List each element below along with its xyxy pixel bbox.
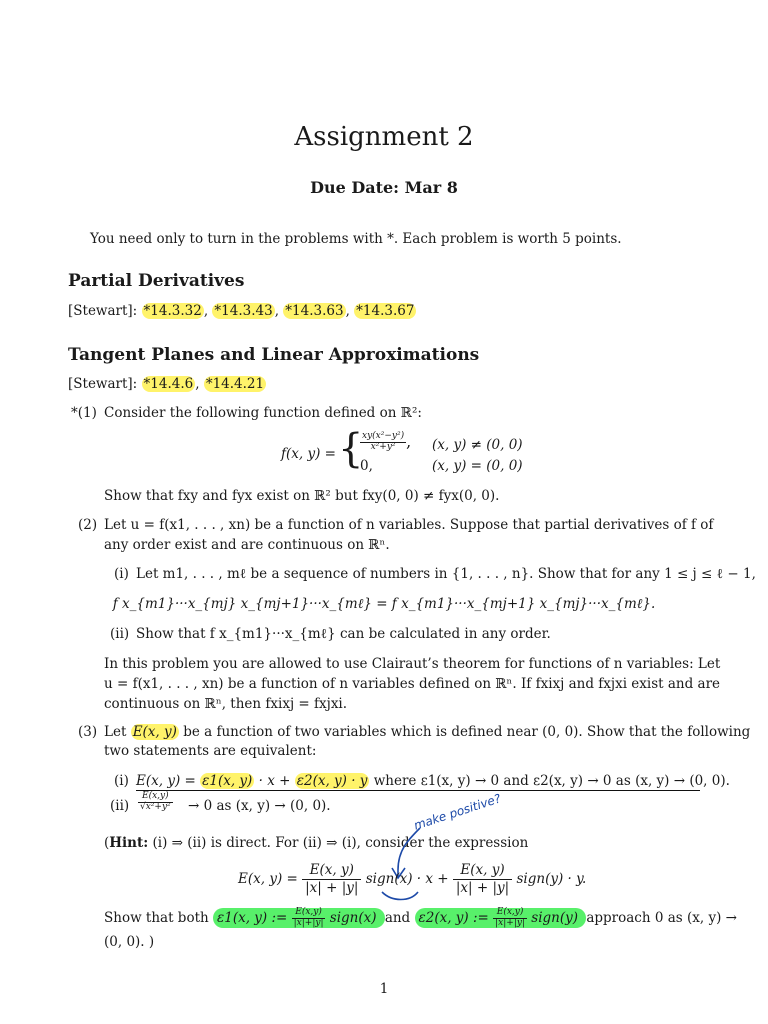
p3-part-ii-limit: → 0 as (x, y) → (0, 0).	[188, 798, 331, 814]
p3-conclusion: Show that both ε1(x, y) := $\frac{E(x,y)}{|x|+|y|}$ sign(x) and ε2(x, y) := $\frac{E(x,y)}{|x|+|y|}$ sign(y) approach 0 as (x, y) →	[104, 907, 737, 928]
section-partial-derivatives-title: Partial Derivatives	[68, 271, 245, 291]
p2-clairaut-line-2: u = f(x1, . . . , xn) be a function of n variables defined on ℝⁿ. If fxixj and fxjxi exist and are	[104, 676, 721, 692]
hint-equation: E(x, y) = $\frac{E(x, y)}{|x| + |y|}$ sign(x) · x + $\frac{E(x, y)}{|x| + |y|}$ sign(y) · y.	[238, 862, 587, 896]
p1-case-1-condition: (x, y) ≠ (0, 0)	[432, 437, 523, 453]
problem-3-label: (3)	[78, 724, 98, 740]
p3-line-1: Let E(x, y) be a function of two variables which is defined near (0, 0). Show that the following	[104, 724, 751, 740]
p2-part-i-equation: f x_{m1}···x_{mj} x_{mj+1}···x_{mℓ} = f x_{m1}···x_{mj+1} x_{mj}···x_{mℓ}.	[112, 596, 656, 612]
section-tangent-planes-title: Tangent Planes and Linear Approximations	[68, 345, 480, 365]
page-number: 1	[379, 981, 389, 997]
cases-brace: {	[338, 426, 364, 472]
problem-ref: *14.4.21	[205, 376, 265, 392]
p2-clairaut-line-3: continuous on ℝⁿ, then fxixj = fxjxi.	[104, 696, 348, 712]
problem-ref: *14.3.63	[285, 303, 344, 319]
assignment-title: Assignment 2	[294, 122, 474, 152]
p2-part-ii-text: Show that f x_{m1}···x_{mℓ} can be calculated in any order.	[136, 626, 551, 642]
reference-prefix: [Stewart]:	[68, 303, 138, 319]
handwritten-note: make positive?	[412, 791, 503, 833]
p3-part-i-statement: E(x, y) = ε1(x, y) · x + ε2(x, y) · y where ε1(x, y) → 0 and ε2(x, y) → 0 as (x, y) → (0, 0).	[136, 773, 730, 789]
p3-line-2: two statements are equivalent:	[104, 743, 317, 759]
problem-1-label: *(1)	[71, 405, 97, 421]
underline-rule	[136, 790, 700, 791]
problem-1-text: Consider the following function defined on ℝ²:	[104, 405, 422, 421]
highlight-epsilon2-def: ε2(x, y) := $\frac{E(x,y)}{|x|+|y|}$ sign(y)	[415, 908, 587, 928]
problem-ref: *14.3.67	[356, 303, 415, 319]
p3-part-i-label: (i)	[114, 773, 129, 789]
p2-line-1: Let u = f(x1, . . . , xn) be a function of n variables. Suppose that partial derivatives of f of	[104, 517, 714, 533]
p3-conclusion-end: (0, 0). )	[104, 934, 155, 950]
p1-case-2-value: 0,	[360, 458, 373, 474]
case1-denominator: x²+y²	[370, 442, 396, 452]
section2-reference: [Stewart]: *14.4.6 , *14.4.21	[68, 376, 265, 392]
p3-part-ii-label: (ii)	[110, 798, 130, 814]
problem-ref: *14.4.6	[143, 376, 194, 392]
intro-text: You need only to turn in the problems with *. Each problem is worth 5 points.	[90, 231, 622, 247]
problem-2-label: (2)	[78, 517, 98, 533]
section1-reference: [Stewart]: *14.3.32 , *14.3.43 , *14.3.63 , *14.3.67	[68, 303, 415, 319]
p2-part-i-text: Let m1, . . . , mℓ be a sequence of numbers in {1, . . . , n}. Show that for any 1 ≤ j ≤ ℓ − 1,	[136, 566, 756, 582]
p1-show-statement: Show that fxy and fyx exist on ℝ² but fxy(0, 0) ≠ fyx(0, 0).	[104, 488, 500, 504]
p1-function-lhs: f(x, y) =	[281, 446, 336, 462]
highlight-E: E(x, y)	[132, 724, 177, 740]
highlight-epsilon2: ε2(x, y) · y	[296, 773, 368, 789]
p1-case-1-fraction: $\frac{\text{xy(x²−y²)}}{\text{x²+y²}}$ ,	[362, 431, 412, 452]
problem-ref: *14.3.43	[214, 303, 273, 319]
p2-line-2: any order exist and are continuous on ℝⁿ.	[104, 537, 390, 553]
p3-part-ii-fraction: $\frac{E(x,y)}{\text{√x²+y²}}$	[140, 791, 171, 812]
p2-part-ii-label: (ii)	[110, 626, 130, 642]
p3-hint: (Hint: (i) ⇒ (ii) is direct. For (ii) ⇒ (i), consider the expression	[104, 835, 529, 851]
problem-ref: *14.3.32	[143, 303, 202, 319]
p2-part-i-label: (i)	[114, 566, 129, 582]
due-date: Due Date: Mar 8	[310, 178, 458, 197]
highlight-epsilon1-def: ε1(x, y) := $\frac{E(x,y)}{|x|+|y|}$ sign(x)	[213, 908, 385, 928]
highlight-epsilon1: ε1(x, y)	[202, 773, 253, 789]
reference-prefix: [Stewart]:	[68, 376, 138, 392]
p1-case-2-condition: (x, y) = (0, 0)	[432, 458, 523, 474]
case1-numerator: xy(x²−y²)	[362, 431, 405, 442]
p2-clairaut-line-1: In this problem you are allowed to use Clairaut’s theorem for functions of n variables: Let	[104, 656, 721, 672]
